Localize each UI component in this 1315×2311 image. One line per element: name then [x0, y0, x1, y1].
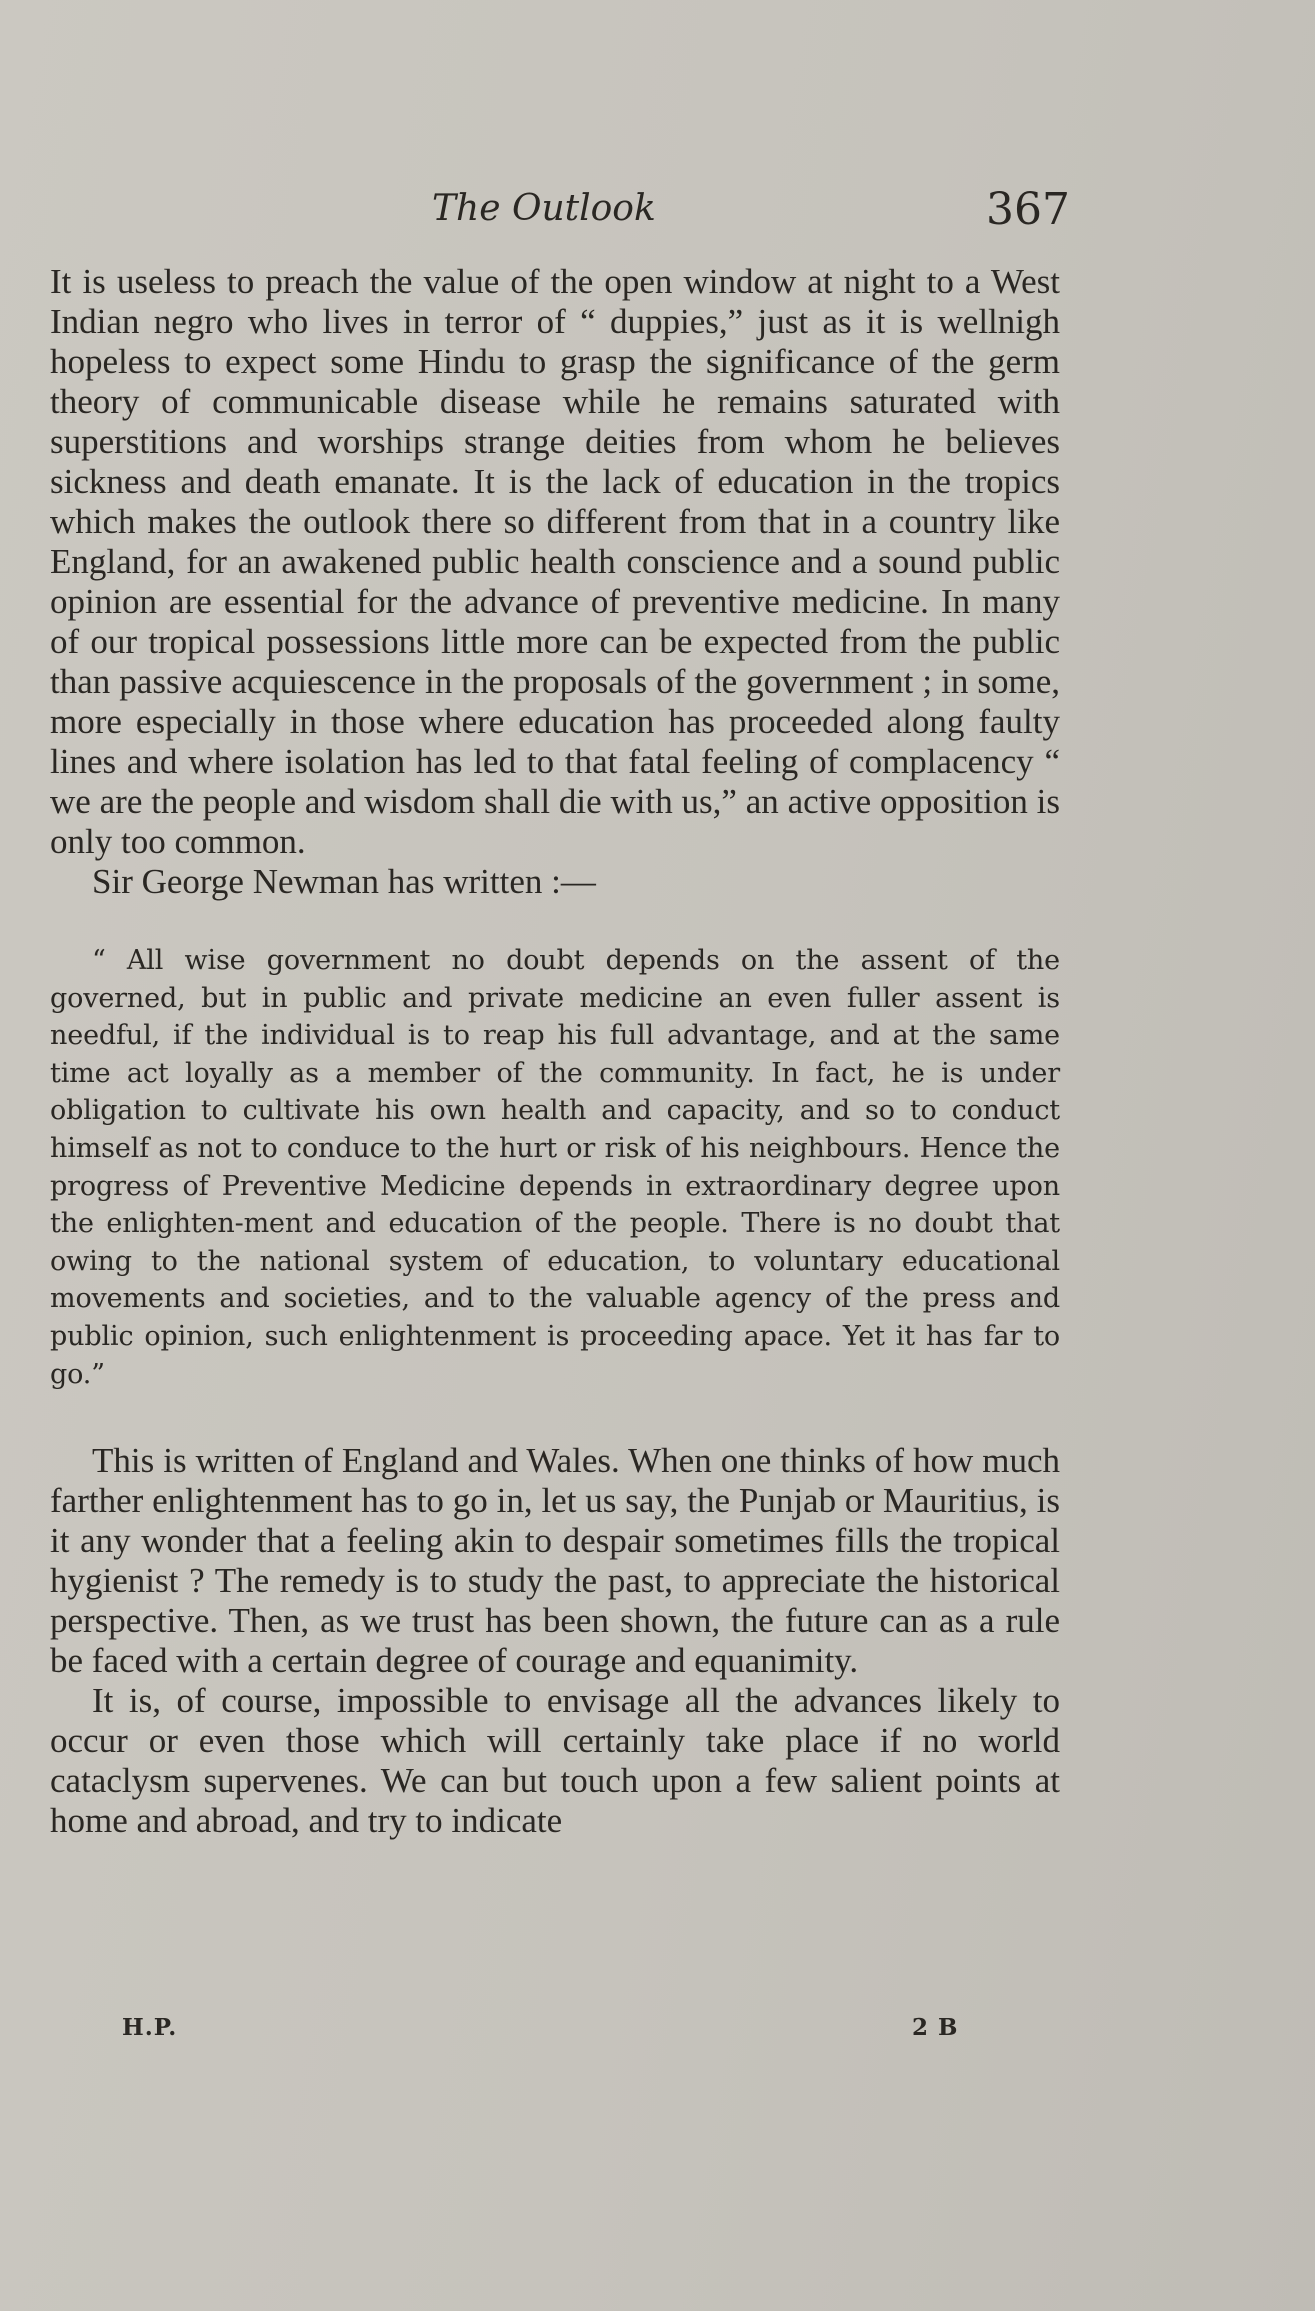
paragraph-4: It is, of course, impossible to envisage all the advances likely to occur or even those which will certainly take place if no world cataclysm supervenes. We can but touch upon a few salient points at home and abroad, and try to indicate [50, 1681, 1060, 1841]
paragraph-2: Sir George Newman has written :— [92, 862, 596, 901]
page-number: 367 [986, 184, 1070, 235]
footer-signature-mark: 2 B [912, 2014, 959, 2041]
block-quote [50, 942, 1060, 1393]
body-text [50, 262, 1060, 1841]
page-footer [0, 2014, 1315, 2054]
running-title: The Outlook [432, 188, 656, 229]
paragraph-3: This is written of England and Wales. When one thinks of how much farther enlightenment has to go in, let us say, the Punjab or Mauritius, is it any wonder that a feeling akin to despair sometimes fills the tropical hygienist ? The remedy is to study the past, to appreciate the historical perspective. Then, as we trust has been shown, the future can as a rule be faced with a certain degree of courage and equanimity. [50, 1441, 1060, 1681]
quote-text: “ All wise government no doubt depends on the assent of the governed, but in public and private medicine an even fuller assent is needful, if the individual is to reap his full advantage, and at the same time act loyally as a member of the community. In fact, he is under obligation to cultivate his own health and capacity, and so to conduct himself as not to conduce to the hurt or risk of his neighbours. Hence the progress of Preventive Medicine depends in extraordinary degree upon the enlighten-ment and education of the people. There is no doubt that owing to the national system of education, to voluntary educational movements and societies, and to the valuable agency of the press and public opinion, such enlightenment is proceeding apace. Yet it has far to go.” [50, 945, 1060, 1390]
running-head [0, 182, 1315, 242]
footer-signature: H.P. [122, 2014, 178, 2041]
paragraph-1: It is useless to preach the value of the open window at night to a West Indian negro who lives in terror of “ duppies,” just as it is wellnigh hopeless to expect some Hindu to grasp the significance of the germ theory of communicable disease while he remains saturated with superstitions and worships strange deities from whom he believes sickness and death emanate. It is the lack of education in the tropics which makes the outlook there so different from that in a country like England, for an awakened public health conscience and a sound public opinion are essential for the advance of preventive medicine. In many of our tropical possessions little more can be expected from the public than passive acquiescence in the proposals of the government ; in some, more especially in those where education has proceeded along faulty lines and where isolation has led to that fatal feeling of complacency “ we are the people and wisdom shall die with us,” an active opposition is only too common. [50, 262, 1060, 861]
